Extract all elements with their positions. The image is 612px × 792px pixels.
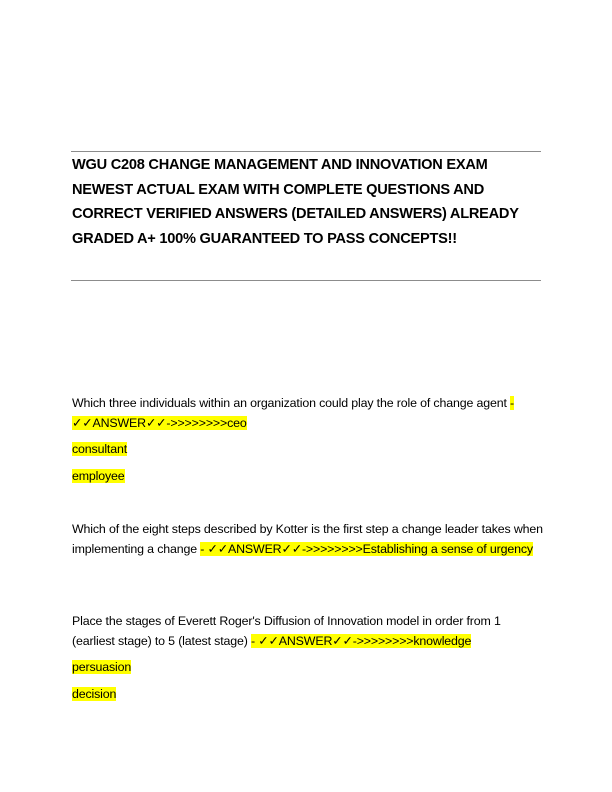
question-block-1 — [72, 394, 544, 486]
question-3-answer: - ✓✓ANSWER✓✓->>>>>>>>knowledge — [251, 633, 472, 648]
document-title: WGU C208 CHANGE MANAGEMENT AND INNOVATION EXAM NEWEST ACTUAL EXAM WITH COMPLETE QUESTIONS AND CORRECT VERIFIED ANSWERS (DETAILED ANSWERS) ALREADY GRADED A+ 100% GUARANTEED TO PASS CONCEPTS!! — [72, 157, 519, 247]
answer-item: employee — [72, 468, 125, 483]
question-block-3 — [72, 612, 544, 704]
answer-item: consultant — [72, 442, 127, 456]
question-block-2 — [72, 520, 544, 559]
question-1-answer: - ✓✓ANSWER✓✓->>>>>>>>ceo — [72, 396, 515, 430]
question-3-text: Place the stages of Everett Roger's Diffusion of Innovation model in order from 1 (earliest stage) to 5 (latest stage) — [72, 614, 501, 648]
question-2-answer: - ✓✓ANSWER✓✓->>>>>>>>Establishing a sense of urgency — [200, 541, 533, 556]
question-text — [72, 394, 544, 433]
answer-item: persuasion — [72, 660, 132, 674]
bottom-divider — [71, 280, 541, 281]
question-2-text: Which of the eight steps described by Kotter is the first step a change leader takes when implementing a change — [72, 522, 543, 556]
top-divider — [71, 151, 541, 152]
question-1-text: Which three individuals within an organization could play the role of change agent — [72, 396, 507, 410]
question-text — [72, 612, 544, 651]
question-text — [72, 520, 544, 559]
answer-item: decision — [72, 686, 117, 701]
